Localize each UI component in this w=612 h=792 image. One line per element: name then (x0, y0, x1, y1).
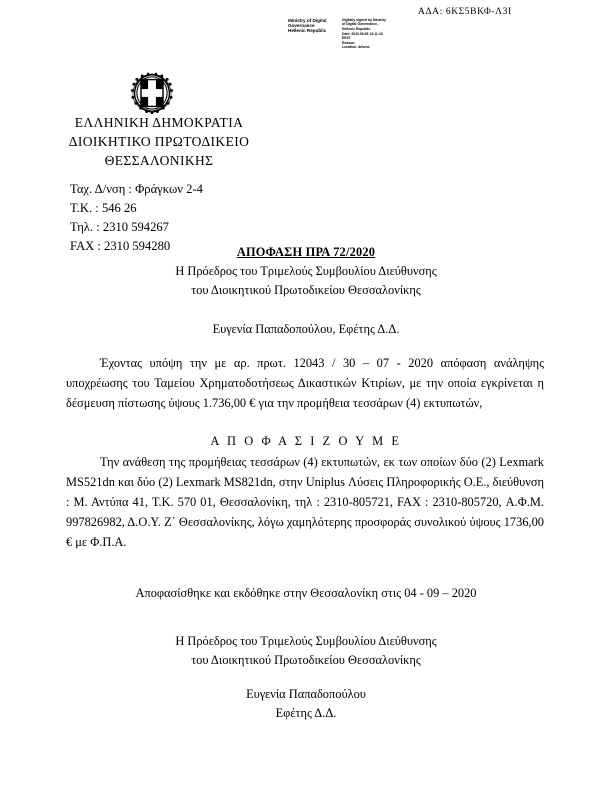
decide-heading: Α Π Ο Φ Α Σ Ι Ζ Ο Υ Μ Ε (210, 434, 402, 448)
authority-line-court: ΔΙΟΙΚΗΤΙΚΟ ΠΡΩΤΟΔΙΚΕΙΟ (68, 134, 250, 150)
signature-authority-line1: Ministry of Digital (288, 18, 327, 23)
subtitle-line1: Η Πρόεδρος του Τριμελούς Συμβουλίου Διεύθυνσης (175, 264, 437, 278)
closing-block (0, 632, 612, 670)
award-paragraph: Την ανάθεση της προμήθειας τεσσάρων (4) εκτυπωτών, εκ των οποίων δύο (2) Lexmark MS521dn και δύο (2) Lexmark MS821dn, στην Uniplus Λύσεις Πληροφορικής Ο.Ε., διεύθυνση : Μ. Αντύπα 41, Τ.Κ. 570 01, Θεσσαλονίκη, τηλ : 2310-805721, FAX : 2310-805720, Α.Φ.Μ. 997826982, Δ.Ο.Υ. Ζ΄ Θεσσαλονίκης, λόγω χαμηλότερης προσφοράς συνολικού ύψους 1736,00 € με Φ.Π.Α. (66, 455, 544, 550)
signature-details-line4: Date: 2020.09.08 13:11:33 (342, 32, 383, 37)
signature-details-line2: of Digital Governance, (342, 22, 378, 27)
signature-authority (288, 18, 336, 49)
document-subtitle (0, 262, 612, 300)
signatory-name: Ευγενία Παπαδοπούλου (246, 687, 366, 701)
closing-line2: του Διοικητικού Πρωτοδικείου Θεσσαλονίκης (191, 653, 421, 668)
issued-statement: Αποφασίσθηκε και εκδόθηκε στην Θεσσαλονίκη στις 04 - 09 – 2020 (135, 586, 477, 600)
president-name: Ευγενία Παπαδοπούλου, Εφέτης Δ.Δ. (212, 322, 400, 336)
address-fax: FAX : 2310 594280 (70, 239, 171, 254)
signatory-rank: Εφέτης Δ.Δ. (275, 706, 337, 721)
address-phone: Τηλ. : 2310 594267 (70, 220, 169, 235)
signature-block (0, 685, 612, 723)
authority-line-republic: ΕΛΛΗΝΙΚΗ ΔΗΜΟΚΡΑΤΙΑ (74, 115, 244, 130)
signature-details (342, 18, 400, 49)
ada-code: ΑΔΑ: 6ΚΣ5ΒΚΦ-Λ3Ι (418, 7, 512, 17)
preamble-paragraph: Έχοντας υπόψη την με αρ. πρωτ. 12043 / 30 – 07 - 2020 απόφαση ανάληψης υποχρέωσης του Ταμείου Χρηματοδοτήσεως Δικαστικών Κτιρίων, με την οποία εγκρίνεται η δέσμευση πίστωσης ύψους 1.736,00 € για την προμήθεια τεσσάρων (4) εκτυπωτών, (66, 356, 544, 411)
signature-authority-line2: Governance (288, 23, 315, 29)
page-title: ΑΠΟΦΑΣΗ ΠΡΑ 72/2020 (236, 245, 376, 259)
address-postal-code: Τ.Κ. : 546 26 (70, 201, 137, 216)
signature-authority-line3: Hellenic Republic (288, 28, 327, 34)
signature-details-line7: Location: Athens (342, 44, 370, 49)
signature-details-line6: Reason: (342, 40, 356, 45)
address-street: Ταχ. Δ/νση : Φράγκων 2-4 (70, 182, 203, 196)
authority-header (0, 113, 318, 170)
closing-line1: Η Πρόεδρος του Τριμελούς Συμβουλίου Διεύθυνσης (175, 634, 437, 648)
greek-coat-of-arms-emblem (127, 72, 177, 114)
authority-line-city: ΘΕΣΣΑΛΟΝΙΚΗΣ (104, 153, 214, 169)
digital-signature-stamp (288, 18, 400, 49)
signature-details-line1: Digitally signed by Ministry (342, 18, 386, 22)
signature-details-line3: Hellenic Republic (342, 26, 371, 31)
subtitle-line2: του Διοικητικού Πρωτοδικείου Θεσσαλονίκης (191, 283, 421, 298)
signature-details-line5: EEST (342, 36, 351, 41)
